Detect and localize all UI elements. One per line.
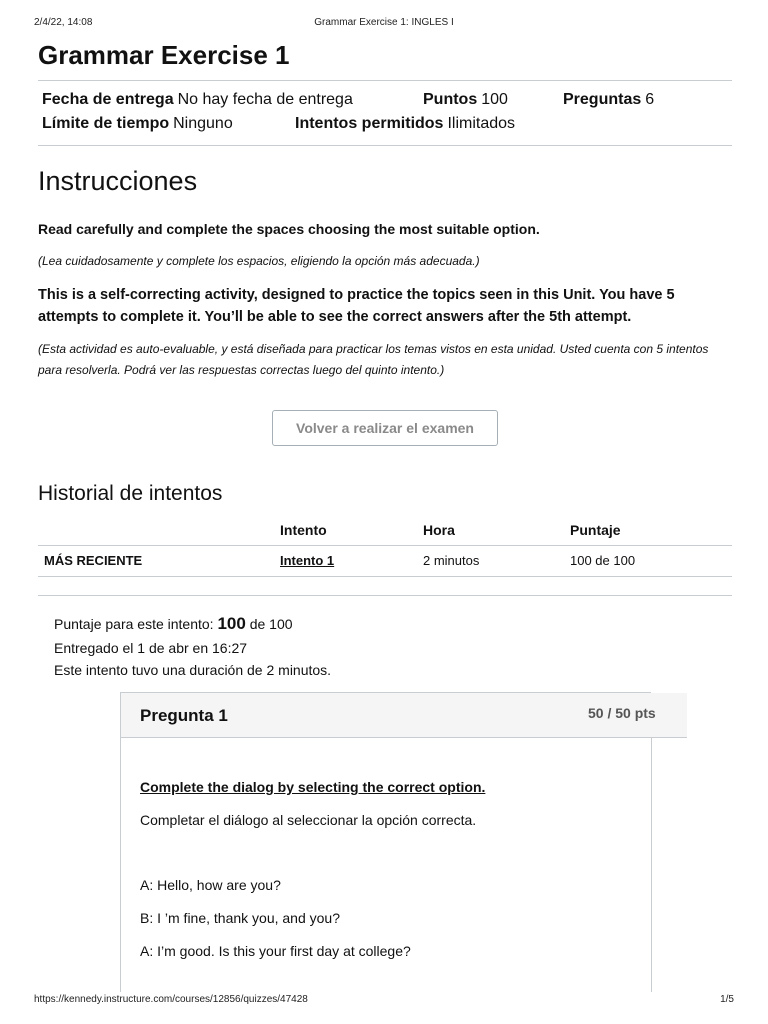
score-prefix: Puntaje para este intento: — [54, 616, 214, 632]
attempts-label: Intentos permitidos — [295, 115, 444, 132]
due-date — [42, 91, 353, 109]
attempts-value: Ilimitados — [447, 115, 516, 132]
instructions-line-2-es: (Esta actividad es auto-evaluable, y está diseñada para practicar los temas vistos en esta unidad. Usted cuenta con 5 intentos para resolverla. Podrá ver las respuestas correctas luego del quinto intento.) — [38, 342, 709, 377]
dialog-line: B: I ’m fine, thank you, and you? — [140, 910, 341, 926]
question-instruction: Complete the dialog by selecting the correct option. — [140, 779, 486, 795]
attempt-1-link[interactable]: Intento 1 — [280, 553, 335, 568]
print-date: 2/4/22, 14:08 — [34, 17, 93, 28]
question-card-border — [651, 738, 652, 992]
print-title: Grammar Exercise 1: INGLES I — [314, 17, 454, 28]
questions-value: 6 — [645, 91, 655, 108]
print-page-number: 1/5 — [720, 994, 734, 1005]
divider — [38, 595, 732, 596]
print-header — [34, 17, 734, 31]
instructions-line-1: Read carefully and complete the spaces choosing the most suitable option. — [38, 221, 540, 237]
retake-quiz-button[interactable]: Volver a realizar el examen — [272, 410, 498, 446]
score-summary — [54, 614, 293, 634]
instructions-heading: Instrucciones — [38, 166, 198, 196]
score-value: 100 — [217, 614, 246, 633]
most-recent-label: MÁS RECIENTE — [44, 553, 143, 568]
duration: Este intento tuvo una duración de 2 minutos. — [54, 662, 332, 678]
points-label: Puntos — [423, 91, 478, 108]
allowed-attempts — [295, 115, 515, 133]
history-col-time: Hora — [423, 522, 455, 538]
points — [423, 91, 508, 109]
points-value: 100 — [481, 91, 508, 108]
submitted-at: Entregado el 1 de abr en 16:27 — [54, 640, 248, 656]
divider — [38, 80, 732, 81]
print-url: https://kennedy.instructure.com/courses/12856/quizzes/47428 — [34, 994, 308, 1005]
history-col-attempt: Intento — [280, 522, 327, 538]
history-heading: Historial de intentos — [38, 482, 223, 505]
attempt-score: 100 de 100 — [570, 553, 636, 568]
page-title: Grammar Exercise 1 — [38, 40, 290, 70]
instructions-line-2: This is a self-correcting activity, designed to practice the topics seen in this Unit. You have 5 attempts to complete it. You’ll be able to see the correct answers after the 5th attempt. — [38, 287, 675, 325]
divider — [38, 145, 732, 146]
question-instruction-es: Completar el diálogo al seleccionar la opción correcta. — [140, 812, 477, 828]
score-suffix: de 100 — [249, 616, 293, 632]
attempt-time: 2 minutos — [423, 553, 480, 568]
table-divider — [38, 576, 732, 577]
questions-count — [563, 91, 654, 109]
due-label: Fecha de entrega — [42, 91, 174, 108]
questions-label: Preguntas — [563, 91, 642, 108]
instructions-line-1-es: (Lea cuidadosamente y complete los espacios, eligiendo la opción más adecuada.) — [38, 254, 480, 268]
time-limit-value: Ninguno — [173, 115, 233, 132]
dialog-line: A: I’m good. Is this your first day at college? — [140, 943, 411, 959]
time-limit — [42, 115, 233, 133]
question-title: Pregunta 1 — [140, 706, 228, 725]
question-points: 50 / 50 pts — [588, 705, 656, 721]
time-limit-label: Límite de tiempo — [42, 115, 170, 132]
history-col-score: Puntaje — [570, 522, 621, 538]
due-value: No hay fecha de entrega — [177, 91, 353, 108]
table-divider — [38, 545, 732, 546]
dialog-line: A: Hello, how are you? — [140, 877, 281, 893]
